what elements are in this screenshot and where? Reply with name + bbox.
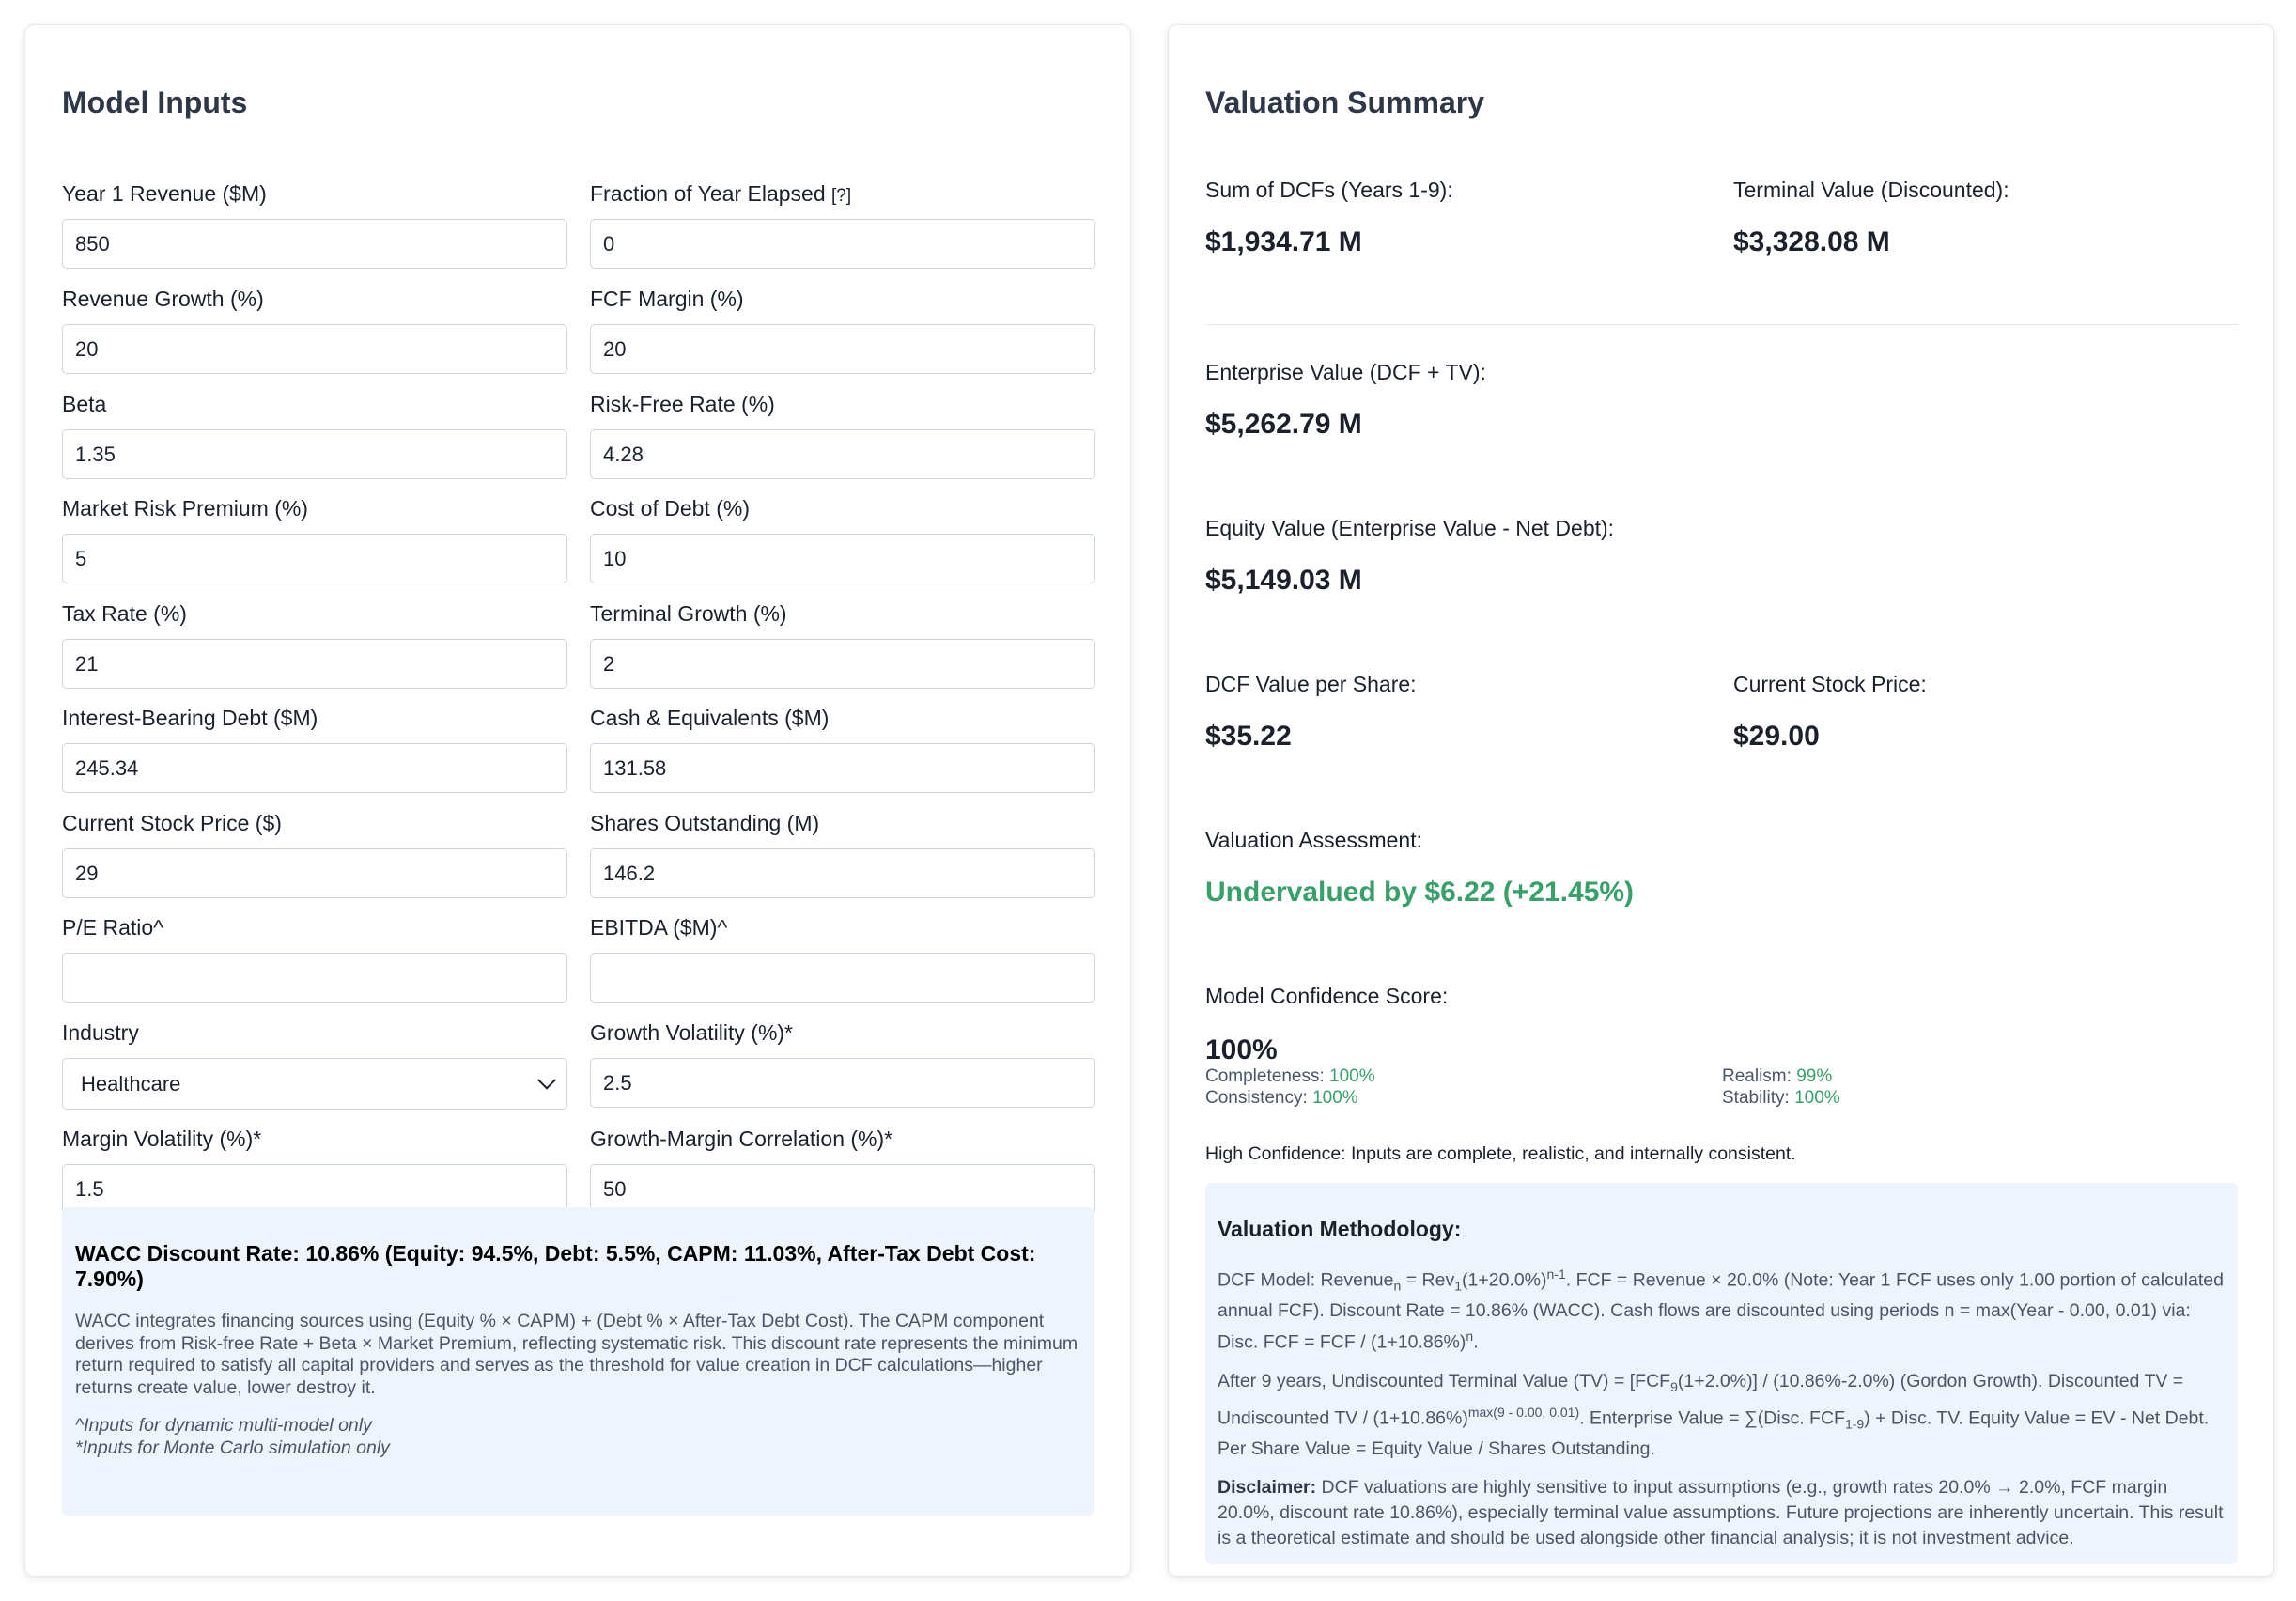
dcf-per-share-metric	[1205, 670, 1417, 753]
realism-score	[1722, 1066, 1832, 1087]
field-growth-margin-correlation	[590, 1125, 1095, 1214]
year1-revenue-input[interactable]	[62, 219, 567, 269]
enterprise-value-metric	[1205, 358, 1486, 441]
shares-outstanding-input[interactable]	[590, 848, 1095, 898]
stability-score	[1722, 1088, 1840, 1109]
confidence-message: High Confidence: Inputs are complete, realistic, and internally consistent.	[1205, 1143, 1796, 1164]
field-beta	[62, 390, 567, 479]
consistency-label: Consistency:	[1205, 1088, 1308, 1108]
realism-value: 99%	[1796, 1066, 1833, 1086]
growth-volatility-input[interactable]	[590, 1058, 1095, 1108]
revenue-growth-input[interactable]	[62, 324, 567, 374]
field-label: Terminal Growth (%)	[590, 601, 787, 626]
field-shares-outstanding	[590, 809, 1095, 898]
beta-input[interactable]	[62, 429, 567, 479]
confidence-score: 100%	[1205, 1034, 1278, 1065]
current-price-metric	[1733, 670, 1927, 753]
valuation-assessment-metric	[1205, 826, 1634, 909]
field-terminal-growth	[590, 599, 1095, 689]
stock-price-input[interactable]	[62, 848, 567, 898]
dcf-per-share-label: DCF Value per Share:	[1205, 672, 1417, 696]
fraction-year-input[interactable]	[590, 219, 1095, 269]
interest-debt-input[interactable]	[62, 743, 567, 793]
model-inputs-panel	[24, 24, 1131, 1577]
dcf-per-share-value: $35.22	[1205, 721, 1292, 752]
wacc-info-box	[62, 1207, 1094, 1516]
terminal-value-value: $3,328.08 M	[1733, 226, 1890, 257]
consistency-score	[1205, 1088, 1358, 1109]
wacc-notes	[75, 1414, 1081, 1459]
field-risk-free-rate	[590, 390, 1095, 479]
confidence-label: Model Confidence Score:	[1205, 984, 1449, 1008]
valuation-summary-panel	[1168, 24, 2274, 1577]
field-label: Margin Volatility (%)*	[62, 1127, 262, 1151]
enterprise-value-label: Enterprise Value (DCF + TV):	[1205, 360, 1486, 384]
completeness-label: Completeness:	[1205, 1066, 1325, 1086]
wacc-title: WACC Discount Rate: 10.86% (Equity: 94.5%, Debt: 5.5%, CAPM: 11.03%, After-Tax Debt Cost: 7.90%)	[75, 1241, 1036, 1291]
terminal-value-label: Terminal Value (Discounted):	[1733, 178, 2009, 202]
cost-of-debt-input[interactable]	[590, 534, 1095, 583]
field-cash-equivalents	[590, 704, 1095, 793]
methodology-dcf-model: DCF Model: Revenue$_n$ = $Rev_1(1+20.0\%)^{n-1}$. FCF = Revenue × 20.0% (Note: Year 1 FCF uses only 1.00 portion of calculated annual FCF). Discount Rate = 10.86% (WACC). Cash flows are discounted using periods n = max(Year - 0.00, 0.01) via: Disc. FCF = FCF / $(1+10.86\%)^n$.	[1218, 1267, 2224, 1353]
sum-dcf-value: $1,934.71 M	[1205, 226, 1362, 257]
field-pe-ratio	[62, 913, 567, 1003]
field-margin-volatility	[62, 1125, 567, 1214]
fcf-margin-input[interactable]	[590, 324, 1095, 374]
risk-free-rate-input[interactable]	[590, 429, 1095, 479]
field-growth-volatility	[590, 1018, 1095, 1108]
help-hint[interactable]: [?]	[831, 186, 852, 206]
stability-label: Stability:	[1722, 1088, 1790, 1108]
field-fraction-year	[590, 179, 1095, 269]
field-ebitda	[590, 913, 1095, 1003]
current-price-label: Current Stock Price:	[1733, 672, 1927, 696]
pe-ratio-input[interactable]	[62, 953, 567, 1003]
field-tax-rate	[62, 599, 567, 689]
market-risk-premium-input[interactable]	[62, 534, 567, 583]
assessment-label: Valuation Assessment:	[1205, 828, 1422, 852]
sum-dcf-metric	[1205, 176, 1453, 258]
footnote-multi-model: ^Inputs for dynamic multi-model only	[75, 1415, 372, 1436]
field-label: Current Stock Price ($)	[62, 811, 282, 835]
field-label: EBITDA ($M)^	[590, 915, 728, 940]
field-industry	[62, 1018, 567, 1110]
field-label: Growth-Margin Correlation (%)*	[590, 1127, 893, 1151]
footnote-monte-carlo: *Inputs for Monte Carlo simulation only	[75, 1438, 390, 1458]
sum-dcf-label: Sum of DCFs (Years 1-9):	[1205, 178, 1453, 202]
field-label: Tax Rate (%)	[62, 601, 187, 626]
field-interest-debt	[62, 704, 567, 793]
field-label: Interest-Bearing Debt ($M)	[62, 706, 318, 730]
field-cost-of-debt	[590, 494, 1095, 583]
field-fcf-margin	[590, 285, 1095, 374]
assessment-value: Undervalued by $6.22 (+21.45%)	[1205, 877, 1635, 908]
valuation-summary-title: Valuation Summary	[1205, 85, 1484, 119]
field-label: Beta	[62, 392, 107, 416]
terminal-growth-input[interactable]	[590, 639, 1095, 689]
ebitda-input[interactable]	[590, 953, 1095, 1003]
methodology-terminal-value: After 9 years, Undiscounted Terminal Value $(TV) = [FCF_9(1+2.0\%)] / (10.86\%-2.0\%)$ (Gordon Growth). Discounted TV = Undiscounted TV / $(1+10.86\%)^{max(9 - 0.00, 0.01)}$. Enterprise Value = ∑(Disc. $FCF_{1-9}$) + Disc. TV. Equity Value = EV - Net Debt. Per Share Value = Equity Value / Shares Outstanding.	[1218, 1370, 2210, 1460]
field-label: Growth Volatility (%)*	[590, 1020, 794, 1045]
methodology-disclaimer: Disclaimer: DCF valuations are highly sensitive to input assumptions (e.g., growth rates 20.0% → 2.0%, FCF margin 20.0%, discount rate 10.86%), especially terminal value assumptions. Future projections are inherently uncertain. This result is a theoretical estimate and should be used alongside other financial analysis; it is not investment advice.	[1218, 1477, 2224, 1549]
methodology-title: Valuation Methodology:	[1218, 1217, 1462, 1241]
field-label: Revenue Growth (%)	[62, 287, 264, 311]
stability-value: 100%	[1794, 1088, 1840, 1108]
field-label: Shares Outstanding (M)	[590, 811, 820, 835]
consistency-value: 100%	[1312, 1088, 1358, 1108]
chevron-down-icon	[537, 1070, 556, 1089]
equity-value-label: Equity Value (Enterprise Value - Net Debt):	[1205, 516, 1615, 540]
valuation-methodology-box	[1205, 1183, 2238, 1564]
field-label: Industry	[62, 1020, 139, 1045]
field-label: Market Risk Premium (%)	[62, 496, 308, 521]
enterprise-value-value: $5,262.79 M	[1205, 409, 1362, 440]
equity-value-metric	[1205, 514, 1614, 597]
field-market-risk-premium	[62, 494, 567, 583]
field-stock-price	[62, 809, 567, 898]
field-label: Cost of Debt (%)	[590, 496, 750, 521]
confidence-metric	[1205, 982, 1448, 1010]
divider	[1205, 324, 2238, 325]
cash-equivalents-input[interactable]	[590, 743, 1095, 793]
completeness-value: 100%	[1329, 1066, 1375, 1086]
equity-value-value: $5,149.03 M	[1205, 565, 1362, 596]
field-year1-revenue	[62, 179, 567, 269]
field-label: Year 1 Revenue ($M)	[62, 181, 267, 206]
field-label: Cash & Equivalents ($M)	[590, 706, 830, 730]
completeness-score	[1205, 1066, 1375, 1087]
current-price-value: $29.00	[1733, 721, 1820, 752]
industry-selected-value: Healthcare	[81, 1071, 181, 1096]
field-label: FCF Margin (%)	[590, 287, 744, 311]
field-label: Risk-Free Rate (%)	[590, 392, 775, 416]
realism-label: Realism:	[1722, 1066, 1792, 1086]
industry-select[interactable]	[62, 1058, 567, 1110]
terminal-value-metric	[1733, 176, 2009, 258]
model-inputs-title: Model Inputs	[62, 85, 248, 119]
field-label: P/E Ratio^	[62, 915, 163, 940]
field-label: Fraction of Year Elapsed	[590, 181, 826, 206]
tax-rate-input[interactable]	[62, 639, 567, 689]
wacc-description: WACC integrates financing sources using (Equity % × CAPM) + (Debt % × After-Tax Debt Cost). The CAPM component derives from Risk-free Rate + Beta × Market Premium, reflecting systematic risk. This discount rate represents the minimum return required to satisfy all capital providers and serves as the threshold for value creation in DCF calculations—higher returns create value, lower destroy it.	[75, 1311, 1078, 1398]
field-revenue-growth	[62, 285, 567, 374]
